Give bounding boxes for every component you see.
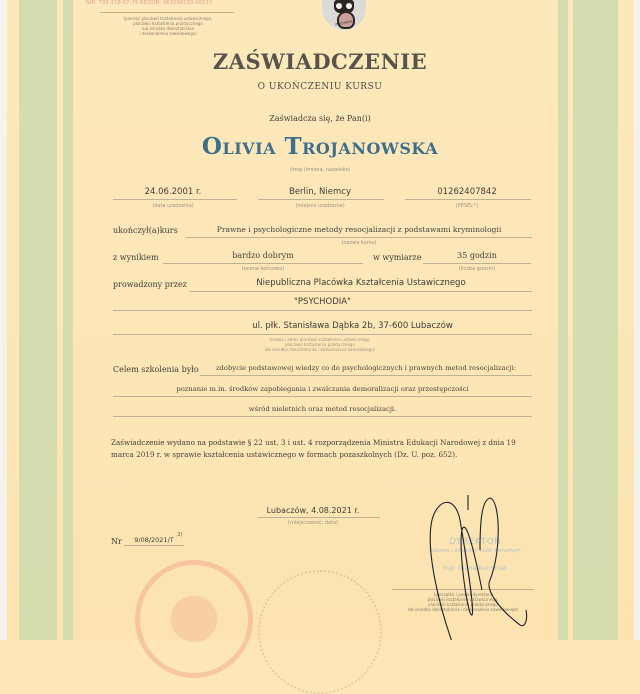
- issue-place-date: Lubaczów, 4.08.2021 r.: [266, 506, 360, 515]
- result-rule: [163, 263, 363, 264]
- note-line: placówki kształcenia praktycznego: [285, 342, 355, 347]
- pesel-rule: [405, 199, 531, 200]
- goal-rule-1: [200, 375, 532, 376]
- document-title: ZAŚWIADCZENIE: [212, 49, 428, 74]
- scan-edge-right: [634, 0, 640, 640]
- border-stripe-left-wide: [19, 0, 57, 640]
- border-stripe-right-wide: [573, 0, 618, 640]
- provider-note: [180, 337, 460, 352]
- name-label: (imię (imiona, nazwisko): [289, 167, 351, 173]
- birth-place-value: Berlin, Niemcy: [288, 187, 351, 197]
- provider-rule-2: [113, 310, 532, 311]
- hours-value: 35 godzin: [457, 251, 497, 260]
- legal-basis-text: Zaświadczenie wydano na podstawie § 22 ust. 3 i ust. 4 rozporządzenia Ministra Edukacji Narodowej z dnia 19 marca 2019 r. w sprawie kształcenia ustawicznego w formach pozaszkolnych (Dz. U. poz. 652).: [111, 438, 516, 459]
- director-title: DYREKTOR: [449, 537, 501, 547]
- hours-sublabel: (liczba godzin): [458, 266, 496, 272]
- birth-place-rule: [258, 199, 384, 200]
- institution-id-line: NIP: 793-158-57-75 REGON: 363596160-00123: [86, 0, 213, 6]
- note-line: placówki kształcenia praktycznego: [133, 21, 203, 26]
- handwritten-signature-icon: [420, 490, 540, 640]
- provider-line-2: "PSYCHODIA": [294, 297, 351, 307]
- border-stripe-left-thin: [63, 0, 73, 640]
- certificate-number-label: Nr: [111, 537, 122, 546]
- issue-place-date-rule: [258, 517, 380, 518]
- header-rule: [100, 12, 234, 13]
- note-line: i doskonalenia zawodowego): [139, 31, 197, 36]
- certify-text: Zaświadcza się, że Pan(i): [269, 114, 371, 123]
- owl-eye: [335, 2, 343, 10]
- pesel-label: (PESEL¹⁾): [455, 203, 479, 209]
- border-stripe-right-thin: [558, 0, 568, 640]
- goal-rule-3: [113, 416, 532, 417]
- provider-label: prowadzony przez: [113, 280, 187, 289]
- pesel-value: 01262407842: [437, 187, 497, 197]
- certificate-number-footnote: 2): [177, 532, 183, 538]
- birth-date-rule: [113, 199, 237, 200]
- hours-label: w wymiarze: [373, 253, 422, 262]
- red-stamp-icon: [135, 560, 253, 678]
- provider-line-1: Niepubliczna Placówka Kształcenia Ustawicznego: [256, 278, 466, 288]
- birth-date-label: (data urodzenia): [152, 203, 194, 209]
- certificate-number-value: 9/08/2021/T: [134, 536, 174, 544]
- goal-line-1: zdobycie podstawowej wiedzy co do psychologicznych i prawnych metod resocjalizacji:: [215, 364, 517, 372]
- course-name-value: Prawne i psychologiczne metody resocjalizacji z podstawami kryminologii: [216, 225, 502, 234]
- director-subtitle: szkoleń i edukacji osób dorosłych: [429, 548, 521, 554]
- result-value: bardzo dobrym: [232, 251, 294, 260]
- certificate-number-rule: [124, 545, 184, 546]
- institution-stamp-note: [98, 16, 238, 36]
- goal-line-2: poznanie m.in. środków zapobiegania i zwalczania demoralizacji oraz przestępczości: [176, 385, 469, 393]
- result-sublabel: (ocena końcowa): [241, 266, 285, 272]
- note-line: lub ośrodka dokształcania: [142, 26, 194, 31]
- provider-line-3: ul. płk. Stanisława Dąbka 2b, 37-600 Lubaczów: [252, 321, 453, 331]
- issue-place-date-label: (miejscowość, data): [288, 520, 338, 526]
- course-name-rule: [186, 237, 532, 238]
- scan-edge-left: [0, 0, 7, 640]
- note-line: (pieczęć placówki kształcenia ustawicznego,: [123, 16, 213, 21]
- goal-rule-2: [113, 396, 532, 397]
- logo-text: PSYCHODIA: [334, 19, 353, 27]
- birth-place-label: (miejsce urodzenia): [295, 203, 345, 209]
- owl-eye: [345, 2, 353, 10]
- embossed-seal-icon: [258, 570, 382, 694]
- provider-rule-3: [113, 334, 532, 335]
- note-line: placówki kształcenia praktycznego: [428, 602, 498, 607]
- note-line: lub ośrodka dokształcania i doskonalenia zawodowego): [407, 607, 519, 612]
- provider-rule-1: [190, 291, 532, 292]
- course-name-label: (nazwa kursu): [341, 240, 377, 246]
- result-label: z wynikiem: [113, 253, 159, 262]
- hours-rule: [423, 263, 531, 264]
- note-line: placówki kształcenia ustawicznego,: [427, 597, 499, 602]
- note-line: lub ośrodka dokształcania i doskonalenia zawodowego): [264, 347, 376, 352]
- note-line: (nazwa i adres placówki kształcenia ustawicznego,: [269, 337, 371, 342]
- course-completed-label: ukończył(a)kurs: [113, 226, 178, 235]
- goal-line-3: wśród nieletnich oraz metod resocjalizacji.: [248, 405, 397, 413]
- goal-label: Celem szkolenia było: [113, 365, 199, 374]
- note-line: (pieczątka i podpis dyrektora: [433, 592, 493, 597]
- director-name: mgr Diana Kuchciak: [442, 564, 508, 572]
- recipient-name: Olivia Trojanowska: [201, 133, 439, 160]
- document-subtitle: O UKOŃCZENIU KURSU: [257, 82, 383, 92]
- birth-date-value: 24.06.2001 r.: [144, 187, 202, 197]
